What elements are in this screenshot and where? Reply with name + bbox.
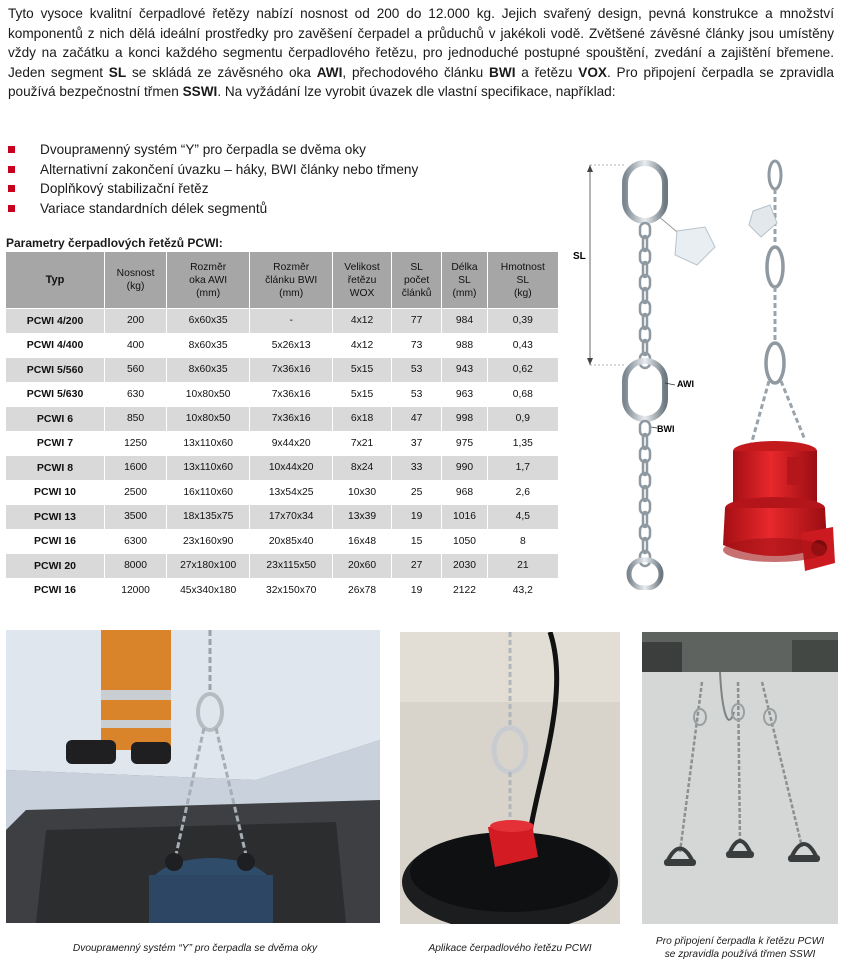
value-cell: 13x39 [333, 505, 391, 529]
table-row [6, 407, 558, 431]
value-cell: 43,2 [512, 584, 533, 596]
value-cell: 200 [105, 309, 166, 333]
column-header: SL počet článků [392, 252, 441, 308]
value-cell: 1016 [442, 505, 486, 529]
value-cell: 10x30 [348, 486, 377, 498]
value-cell: - [250, 309, 332, 333]
value-cell: 53 [392, 358, 441, 382]
chain-diagram-drawing [565, 155, 840, 590]
value-cell: 26x78 [348, 584, 377, 596]
intro-paragraph: Tyto vysoce kvalitní čerpadlové řetězy nabízí nosnost od 200 do 12.000 kg. Jejich svařený design, pevná konstrukce a množství komponentů z nich dělá ideální prostředky pro zavěšení čerpadel a průduchů v jakékoli vodě. Zvětšené závěsné články jsou umístěny vždy na začátku a konci každého segmentu čerpadlového řetězu, pro jednoduché postupné spouštění, zvedání a zajištění břemene. Jeden segment SL se skládá ze závěsného oka AWI, přechodového článku BWI a řetězu VOX. Pro připojení čerpadla se zpravidla používá bezpečnostní třmen SSWI. Na vyžádání lze vyrobit úvazek dle vlastní specifikace, například: [8, 6, 834, 99]
table-row [6, 530, 558, 554]
value-cell: 968 [455, 486, 474, 498]
value-cell: 1,35 [512, 437, 533, 449]
value-cell: 2500 [124, 486, 147, 498]
value-cell: 963 [455, 388, 474, 400]
list-item: Variace standardních délek segmentů [8, 199, 418, 219]
chain-links [640, 223, 650, 368]
value-cell: 13x54x25 [268, 486, 314, 498]
value-cell: 990 [442, 456, 486, 480]
value-cell: 10x44x20 [250, 456, 332, 480]
tag-icon [657, 215, 715, 265]
type-cell: PCWI 4/400 [26, 339, 84, 352]
table-row [6, 383, 558, 407]
value-cell: 8x24 [333, 456, 391, 480]
value-cell: 0,68 [512, 388, 533, 400]
value-cell: 73 [410, 339, 423, 351]
value-cell: 25 [410, 486, 423, 498]
value-cell: 400 [126, 339, 145, 351]
value-cell: 984 [442, 309, 486, 333]
type-cell: PCWI 6 [6, 407, 104, 431]
table-row [6, 309, 558, 333]
value-cell: 12000 [121, 584, 150, 596]
value-cell: 33 [392, 456, 441, 480]
type-cell: PCWI 5/630 [26, 388, 84, 401]
type-cell: PCWI 16 [33, 584, 76, 597]
value-cell: 5x15 [333, 358, 391, 382]
value-cell: 2030 [442, 554, 486, 578]
parameters-table [5, 251, 559, 603]
value-cell: 630 [126, 388, 145, 400]
value-cell: 988 [455, 339, 474, 351]
sl-label: SL [573, 251, 586, 262]
value-cell: 3500 [105, 505, 166, 529]
value-cell: 17x70x34 [250, 505, 332, 529]
master-link-awi [625, 163, 665, 221]
value-cell: 16x48 [348, 535, 377, 547]
chain-diagram [565, 155, 840, 590]
value-cell: 27x180x100 [167, 554, 249, 578]
table-row [6, 432, 558, 456]
value-cell: 1250 [124, 437, 147, 449]
value-cell: 18x135x75 [167, 505, 249, 529]
table-row [6, 456, 558, 480]
value-cell: 23x115x50 [250, 554, 332, 578]
table-row [6, 554, 558, 578]
list-item: Doplňkový stabilizační řetěz [8, 179, 418, 199]
table-header-row [6, 252, 558, 308]
type-cell: PCWI 7 [36, 437, 74, 450]
table-title: Parametry čerpadlových řetězů PCWI: [6, 236, 223, 250]
value-cell: 4x12 [350, 339, 374, 351]
bottom-link [629, 560, 661, 588]
pump-icon [723, 441, 835, 571]
value-cell: 27 [392, 554, 441, 578]
value-cell: 0,39 [488, 309, 558, 333]
type-cell: PCWI 13 [6, 505, 104, 529]
pump-master-link [769, 161, 781, 189]
value-cell: 37 [410, 437, 423, 449]
caption-pcwi-application: Aplikace čerpadlového řetězu PCWI [428, 943, 592, 954]
value-cell: 20x85x40 [268, 535, 314, 547]
pump-chain [751, 161, 805, 445]
value-cell: 23x160x90 [182, 535, 234, 547]
list-item: Dvouprамenný systém “Y” pro čerpadla se dvěma oky [8, 140, 418, 160]
awi-label: AWI [677, 379, 694, 389]
value-cell: 7x36x16 [271, 388, 311, 400]
column-header: Velikost řetězu WOX [333, 252, 391, 308]
type-cell: PCWI 10 [33, 486, 76, 499]
value-cell: 7x36x16 [250, 358, 332, 382]
value-cell: 20x60 [333, 554, 391, 578]
bullet-square-icon [8, 205, 15, 212]
value-cell: 975 [455, 437, 474, 449]
value-cell: 5x26x13 [271, 339, 311, 351]
value-cell: 13x110x60 [167, 456, 249, 480]
caption-sswi-shackles: Pro připojení čerpadla k řetězu PCWI se zpravidla používá třmen SSWI [655, 936, 825, 960]
column-header: Nosnost (kg) [105, 252, 166, 308]
value-cell: 943 [442, 358, 486, 382]
chain-links-lower [640, 421, 650, 566]
bullet-square-icon [8, 185, 15, 192]
column-header: Hmotnost SL (kg) [488, 252, 558, 308]
value-cell: 19 [392, 505, 441, 529]
value-cell: 8x60x35 [167, 358, 249, 382]
value-cell: 8x60x35 [188, 339, 228, 351]
value-cell: 1050 [453, 535, 476, 547]
value-cell: 7x21 [350, 437, 374, 449]
type-cell: PCWI 4/200 [6, 309, 104, 333]
value-cell: 9x44x20 [271, 437, 311, 449]
value-cell: 8000 [105, 554, 166, 578]
value-cell: 5x15 [350, 388, 374, 400]
photo-sswi-shackles [642, 632, 838, 924]
master-link-lower [625, 361, 665, 419]
value-cell: 1600 [105, 456, 166, 480]
value-cell: 1,7 [488, 456, 558, 480]
value-cell: 8 [519, 535, 526, 547]
bullet-square-icon [8, 146, 15, 153]
table-row [6, 358, 558, 382]
value-cell: 4,5 [488, 505, 558, 529]
value-cell: 15 [410, 535, 423, 547]
value-cell: 16x110x60 [183, 486, 233, 498]
value-cell: 0,62 [488, 358, 558, 382]
pump-tag-icon [749, 205, 777, 237]
table-row [6, 505, 558, 529]
value-cell: 10x80x50 [185, 388, 231, 400]
column-header: Rozměr oka AWI (mm) [167, 252, 249, 308]
value-cell: 13x110x60 [183, 437, 233, 449]
table-row [6, 579, 558, 603]
value-cell: 4x12 [333, 309, 391, 333]
value-cell: 45x340x180 [180, 584, 237, 596]
bwi-label: BWI [657, 424, 675, 434]
value-cell: 53 [410, 388, 423, 400]
photo-pcwi-application [400, 632, 620, 924]
value-cell: 7x36x16 [250, 407, 332, 431]
value-cell: 6x18 [333, 407, 391, 431]
type-cell: PCWI 5/560 [6, 358, 104, 382]
value-cell: 0,9 [488, 407, 558, 431]
value-cell: 47 [392, 407, 441, 431]
value-cell: 6300 [124, 535, 147, 547]
value-cell: 998 [442, 407, 486, 431]
value-cell: 2,6 [515, 486, 530, 498]
value-cell: 77 [392, 309, 441, 333]
column-header: Typ [6, 252, 104, 308]
caption-y-system: Dvouprамenný systém “Y” pro čerpadla se dvěma oky [72, 943, 318, 954]
value-cell: 21 [488, 554, 558, 578]
value-cell: 6x60x35 [167, 309, 249, 333]
value-cell: 0,43 [512, 339, 533, 351]
bullet-square-icon [8, 166, 15, 173]
photo-y-system [6, 630, 380, 923]
table-row [6, 334, 558, 358]
value-cell: 850 [105, 407, 166, 431]
column-header: Délka SL (mm) [442, 252, 486, 308]
options-list [8, 140, 418, 218]
value-cell: 10x80x50 [167, 407, 249, 431]
value-cell: 32x150x70 [265, 584, 317, 596]
type-cell: PCWI 16 [33, 535, 76, 548]
value-cell: 2122 [453, 584, 476, 596]
value-cell: 560 [105, 358, 166, 382]
table-row [6, 481, 558, 505]
list-item: Alternativní zakončení úvazku – háky, BWI články nebo třmeny [8, 160, 418, 180]
column-header: Rozměr článku BWI (mm) [250, 252, 332, 308]
type-cell: PCWI 8 [6, 456, 104, 480]
value-cell: 19 [410, 584, 423, 596]
type-cell: PCWI 20 [6, 554, 104, 578]
